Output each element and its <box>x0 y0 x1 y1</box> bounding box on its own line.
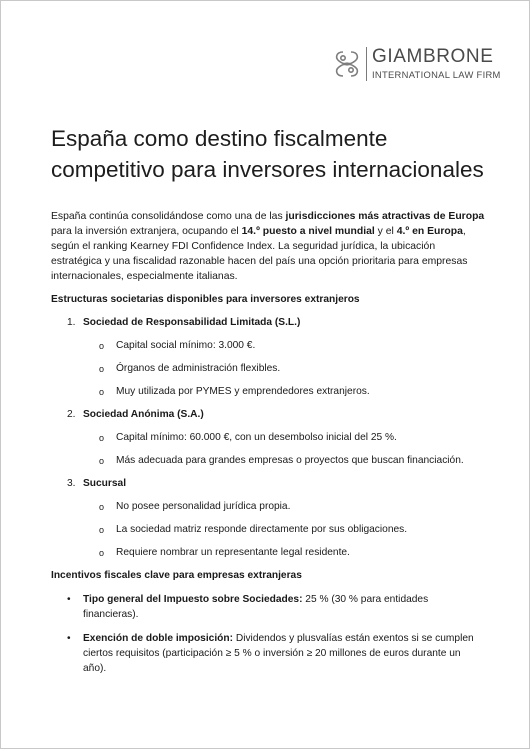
structure-point <box>51 339 485 353</box>
structure-number: 1. <box>67 317 76 328</box>
structures-heading: Estructuras societarias disponibles para inversores extranjeros <box>51 294 360 305</box>
logo-monogram-icon <box>332 46 362 82</box>
incentives-list <box>51 592 485 676</box>
structure-point-text: La sociedad matriz responde directamente por sus obligaciones. <box>116 524 408 535</box>
document-title: España como destino fiscalmente competitivo para inversores internacionales <box>51 126 484 182</box>
circle-bullet-icon: o <box>99 364 105 374</box>
structure-point-text: Requiere nombrar un representante legal residente. <box>116 547 350 558</box>
structure-point <box>51 454 485 468</box>
structure-point <box>51 431 485 445</box>
structure-item <box>51 477 485 491</box>
structure-point <box>51 385 485 399</box>
incentive-text: Dividendos y plusvalías están exentos si se cumplen ciertos requisitos (participación ≥ 5 % o inversión ≥ 20 millones de euros durante un año). <box>83 633 474 674</box>
intro-text-1: España continúa consolidándose como una de las <box>51 211 286 222</box>
intro-text-4: , según el ranking Kearney FDI Confidence Index. La seguridad jurídica, la ubicación estratégica y una fiscalidad razonable hacen del país una opción prioritaria para empresas internacionales, especialmente italianas. <box>51 226 468 282</box>
firm-logo <box>332 46 501 82</box>
intro-bold-1: jurisdicciones más atractivas de Europa <box>285 211 485 222</box>
circle-bullet-icon: o <box>99 548 105 558</box>
incentive-item <box>51 631 485 676</box>
intro-bold-2: 14.º puesto a nivel mundial <box>241 226 375 237</box>
bullet-dot-icon: • <box>67 633 71 644</box>
structure-number: 2. <box>67 409 76 420</box>
structures-list <box>51 316 485 560</box>
structure-point-text: Muy utilizada por PYMES y emprendedores extranjeros. <box>116 386 370 397</box>
structure-point-text: Más adecuada para grandes empresas o proyectos que buscan financiación. <box>116 455 464 466</box>
intro-text-3: y el <box>374 226 397 237</box>
document-body <box>51 209 485 676</box>
incentive-label: Tipo general del Impuesto sobre Sociedades: <box>83 594 303 605</box>
structure-point <box>51 546 485 560</box>
structure-point <box>51 523 485 537</box>
structure-item <box>51 316 485 330</box>
incentive-text: 25 % (30 % para entidades financieras). <box>83 594 429 620</box>
intro-text-2: para la inversión extranjera, ocupando el <box>51 226 242 237</box>
incentive-label: Exención de doble imposición: <box>83 633 234 644</box>
structure-point-text: Órganos de administración flexibles. <box>116 363 281 374</box>
circle-bullet-icon: o <box>99 387 105 397</box>
circle-bullet-icon: o <box>99 341 105 351</box>
circle-bullet-icon: o <box>99 502 105 512</box>
structure-point-text: Capital mínimo: 60.000 €, con un desembolso inicial del 25 %. <box>116 432 397 443</box>
structure-point <box>51 500 485 514</box>
logo-name: GIAMBRONE <box>372 46 494 67</box>
intro-bold-3: 4.º en Europa <box>396 226 463 237</box>
structure-point-text: No posee personalidad jurídica propia. <box>116 501 291 512</box>
circle-bullet-icon: o <box>99 433 105 443</box>
incentives-heading: Incentivos fiscales clave para empresas extranjeras <box>51 570 302 581</box>
structure-number: 3. <box>67 478 76 489</box>
logo-text <box>372 47 501 81</box>
logo-divider <box>366 47 367 81</box>
structure-label: Sociedad Anónima (S.A.) <box>83 409 204 420</box>
logo-subtitle: INTERNATIONAL LAW FIRM <box>372 69 501 80</box>
incentive-item <box>51 592 485 622</box>
structure-item <box>51 408 485 422</box>
structure-label: Sucursal <box>83 478 127 489</box>
bullet-dot-icon: • <box>67 594 71 605</box>
circle-bullet-icon: o <box>99 525 105 535</box>
structure-label: Sociedad de Responsabilidad Limitada (S.L.) <box>83 317 301 328</box>
structure-point <box>51 362 485 376</box>
circle-bullet-icon: o <box>99 456 105 466</box>
structure-point-text: Capital social mínimo: 3.000 €. <box>116 340 256 351</box>
intro-paragraph <box>51 209 485 284</box>
